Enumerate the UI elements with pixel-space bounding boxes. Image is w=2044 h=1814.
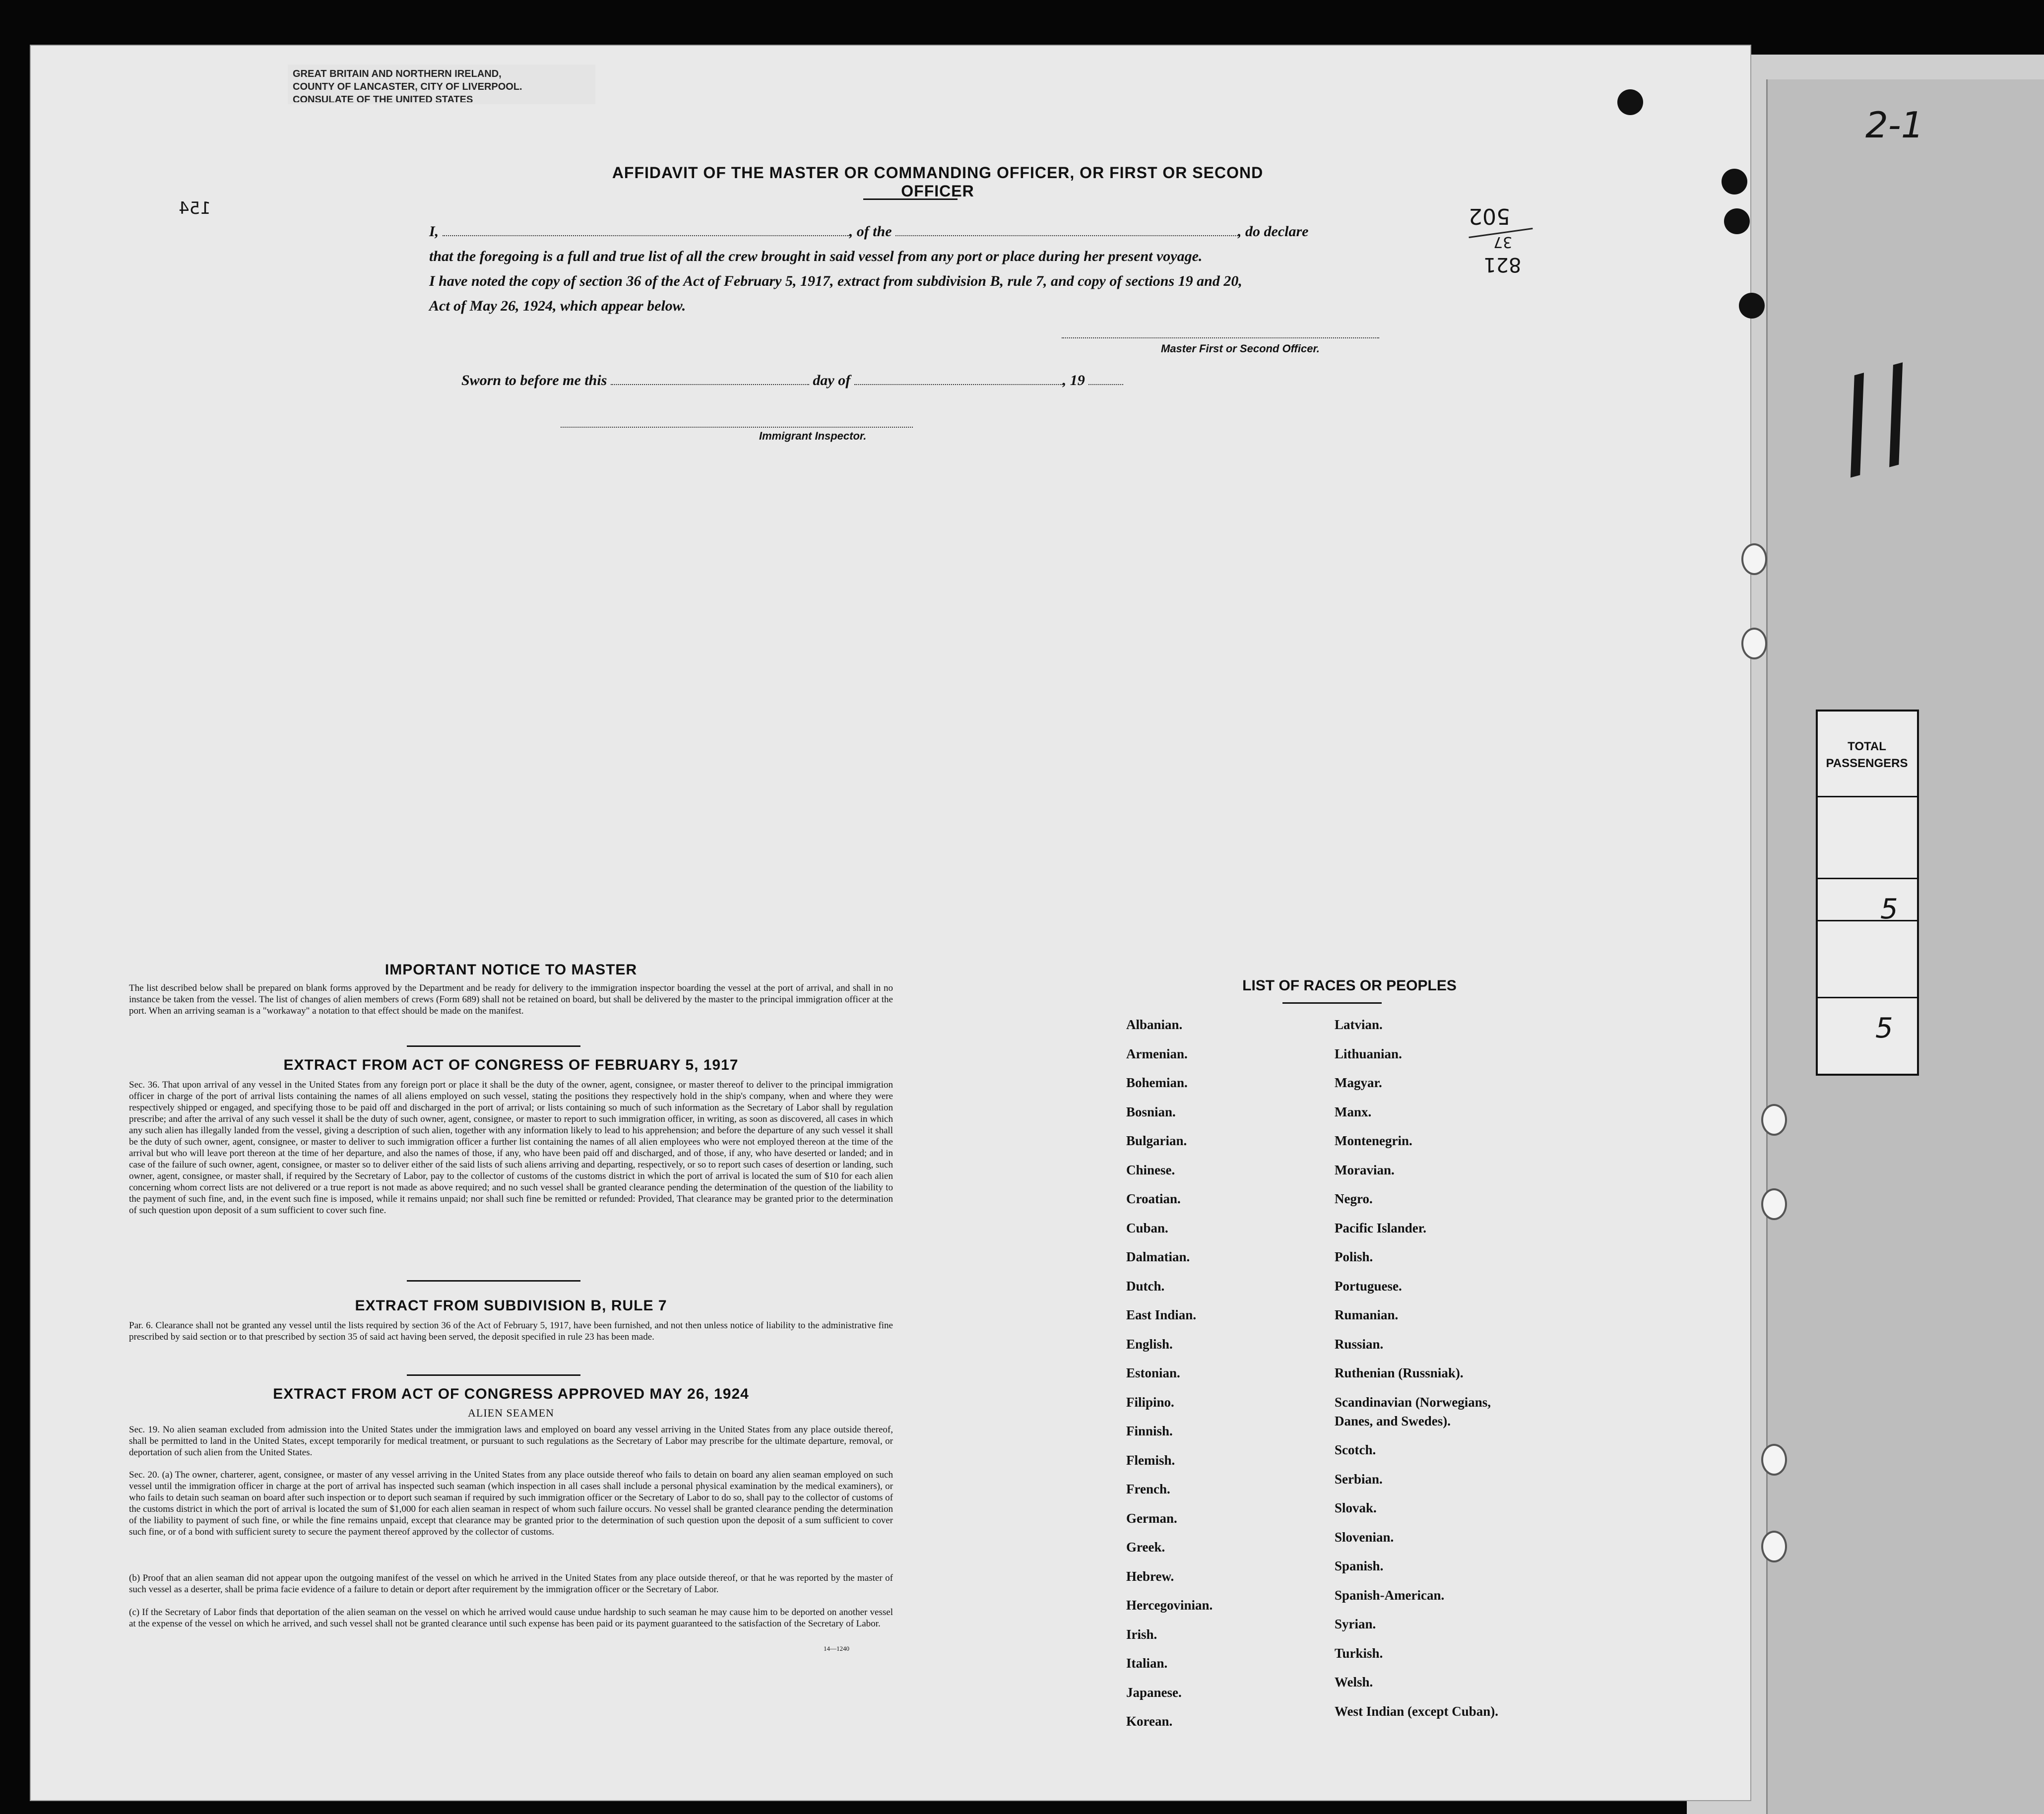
binder-hole-2 [1741, 628, 1767, 659]
race-item: English. [1126, 1336, 1173, 1352]
race-item: Croatian. [1126, 1191, 1181, 1206]
extract-1917-text: Sec. 36. That upon arrival of any vessel in the United States from any foreign port or place it shall be the duty of the owner, agent, consignee, or master thereof to deliver to the principal immigration officer in charge of the port of arrival lists containing the names of all aliens employed on such vessel, stating the positions they respectively hold in the ship's company, when and where they were respectively shipped or engaged, and specifying those to be paid off and discharged in the port of arrival; or lists containing so much of such information as the Secretary of Labor shall by regulation prescribe; and after the arrival of any such vessel it shall be the duty of such owner, agent, consignee, or master to report to such immigration officer, in writing, as soon as discovered, all cases in which any such alien has illegally landed from the vessel, giving a description of such alien, together with any information likely to lead to his apprehension; and before the departure of any such vessel it shall be the duty of such owner, agent, consignee, or master to deliver to such immigration officer a further list containing the names of all alien employees who were not employed thereon at the time of the arrival but who will leave port thereon at the time of her departure, and also the names of those, if any, who have been paid off and discharged, and of those, if any, who have deserted or landed; and in case of the failure of such owner, agent, consignee, or master so to deliver either of the said lists of such aliens arriving and departing, respectively, or so to report such cases of desertion or landing, such owner, agent, consignee, or master shall, if required by the Secretary of Labor, pay to the collector of customs of the customs district in which the port of arrival is located the sum of $10 for each alien concerning whom correct lists are not delivered or a true report is not made as above required; and no such vessel shall be granted clearance pending the determination of the question of the liability to the payment of such fine, and, in the event such fine is imposed, while it remains unpaid; nor shall such fine be remitted or refunded: Provided, That clearance may be granted prior to the determination of such question upon deposit of a sum sufficient to cover such fine. [129, 1080, 893, 1216]
race-item: Slovenian. [1335, 1529, 1394, 1545]
race-item: Filipino. [1126, 1394, 1174, 1410]
race-item: French. [1126, 1482, 1170, 1496]
stamp-line-3: CONSULATE OF THE UNITED STATES [293, 94, 473, 102]
race-item: Dalmatian. [1126, 1249, 1190, 1264]
race-item: Turkish. [1335, 1645, 1383, 1661]
race-item: Bohemian. [1126, 1075, 1188, 1090]
master-signature-line[interactable] [1062, 337, 1379, 338]
race-item: Irish. [1126, 1626, 1157, 1642]
race-item: Flemish. [1126, 1452, 1175, 1468]
handwritten-slash-mark: // [1819, 339, 1933, 495]
binder-hole-6 [1761, 1531, 1787, 1562]
race-item: Welsh. [1335, 1675, 1373, 1690]
tp-row-rule-3 [1818, 920, 1917, 921]
total-passengers-value-1: 5 [1880, 893, 1898, 925]
race-item: Chinese. [1126, 1162, 1175, 1177]
race-item: German. [1126, 1510, 1177, 1526]
rule7-text: Par. 6. Clearance shall not be granted any vessel until the lists required by section 36 of the Act of February 5, 1917, have been furnished, and not then unless notice of liability to the administrative fine prescribed by said section or to that prescribed by section 35 of said act having been served, the deposit specified in rule 23 has been made. [129, 1320, 893, 1342]
handwritten-mark-1: 502 [1469, 203, 1510, 229]
affidavit-title: AFFIDAVIT OF THE MASTER OR COMMANDING OFFICER, OR FIRST OR SECOND OFFICER [612, 164, 1264, 200]
race-item: Cuban. [1126, 1220, 1168, 1235]
handwritten-mark-2: 37 [1493, 233, 1513, 251]
race-item: Polish. [1335, 1249, 1373, 1264]
extract-1924-title: EXTRACT FROM ACT OF CONGRESS APPROVED MAY 26, 1924 [273, 1386, 749, 1402]
races-list-title: LIST OF RACES OR PEOPLES [1242, 977, 1457, 994]
affidavit-line-2: that the foregoing is a full and true list of all the crew brought in said vessel from any port or place during her present voyage. [429, 248, 1203, 264]
sworn-month-field[interactable] [854, 384, 1063, 385]
race-item: Danes, and Swedes). [1335, 1413, 1451, 1428]
rule7-rule [407, 1374, 580, 1376]
race-item: Scandinavian (Norwegians, [1335, 1394, 1491, 1410]
race-item: Rumanian. [1335, 1307, 1399, 1322]
form-number: 14—1240 [824, 1645, 849, 1652]
race-item: Portuguese. [1335, 1278, 1402, 1294]
notice-rule [407, 1045, 580, 1047]
stamp-line-1: GREAT BRITAIN AND NORTHERN IRELAND, [293, 68, 502, 79]
race-item: Hercegovinian. [1126, 1598, 1213, 1613]
alien-seamen-subtitle: ALIEN SEAMEN [468, 1407, 554, 1419]
affidavit-line-3: I have noted the copy of section 36 of the Act of February 5, 1917, extract from subdivision B, rule 7, and copy of sections 19 and 20, [429, 273, 1242, 289]
vessel-name-field[interactable] [895, 235, 1238, 236]
tp-row-rule-1 [1818, 796, 1917, 797]
races-rule [1282, 1002, 1382, 1004]
affidavit-line-1: I, , of the , do declare [429, 223, 1309, 240]
race-item: Estonian. [1126, 1365, 1180, 1380]
race-item: Lithuanian. [1335, 1046, 1402, 1061]
inspector-signature-label: Immigrant Inspector. [759, 430, 867, 442]
corner-note: 2-1 [1865, 104, 1924, 146]
race-item: Syrian. [1335, 1617, 1376, 1632]
race-item: Magyar. [1335, 1075, 1382, 1090]
race-item: Latvian. [1335, 1017, 1383, 1032]
race-item: Pacific Islander. [1335, 1220, 1426, 1235]
handwritten-mark-3: 821 [1483, 253, 1522, 276]
tp-row-rule-4 [1818, 997, 1917, 998]
race-item: Montenegrin. [1335, 1133, 1412, 1148]
consulate-stamp [288, 65, 595, 104]
race-item: Russian. [1335, 1336, 1384, 1352]
race-item: West Indian (except Cuban). [1335, 1703, 1499, 1719]
race-item: Bosnian. [1126, 1104, 1176, 1119]
notice-title: IMPORTANT NOTICE TO MASTER [384, 962, 638, 978]
sec-20a-text: Sec. 20. (a) The owner, charterer, agent, consignee, or master of any vessel arriving in the United States from any place outside thereof who fails to detain on board any alien seaman employed on such vessel until the immigration officer in charge at the port of arrival has inspected such seaman (which inspection in all cases shall include a personal physical examination by the medical examiners), or who fails to detain such seaman on board after such inspection or to deport such seaman if required by such immigration officer or the Secretary of Labor to do so, shall pay to the collector of customs of the customs district in which the port of arrival is located the sum of $1,000 for each alien seaman in respect of whom such failure occurs. No vessel shall be granted clearance pending the determination of the liability to payment of such fine, or while the fine remains unpaid, except that clearance may be granted prior to the determination of such question upon the deposit of a sum sufficient to cover such fine, or of a bond with sufficient surety to secure the payment thereof approved by the collector of customs. [129, 1470, 893, 1537]
declarant-name-field[interactable] [443, 235, 849, 236]
race-item: Serbian. [1335, 1471, 1383, 1487]
total-passengers-value-2: 5 [1875, 1012, 1893, 1044]
sworn-day-field[interactable] [611, 384, 809, 385]
sec-19-text: Sec. 19. No alien seaman excluded from admission into the United States under the immigration laws and employed on board any vessel arriving in the United States from any place outside thereof, shall be permitted to land in the United States, except temporarily for medical treatment, or pursuant to such regulations as the Secretary of Labor may prescribe for the ultimate departure, removal, or deportation of such alien from the United States. [129, 1425, 893, 1458]
binder-hole-1 [1741, 543, 1767, 575]
sworn-year-field[interactable] [1088, 384, 1123, 385]
race-item: Armenian. [1126, 1046, 1188, 1061]
inspector-signature-line[interactable] [561, 427, 913, 428]
race-item: Spanish-American. [1335, 1587, 1445, 1603]
binder-hole-4 [1761, 1188, 1787, 1220]
page-number: 154 [179, 198, 211, 218]
race-item: Hebrew. [1126, 1568, 1174, 1584]
race-item: Albanian. [1126, 1017, 1183, 1032]
race-item: East Indian. [1126, 1307, 1197, 1322]
race-item: Negro. [1335, 1191, 1373, 1206]
race-item: Manx. [1335, 1104, 1372, 1119]
punch-hole-3 [1724, 208, 1750, 234]
race-item: Italian. [1126, 1656, 1168, 1671]
total-passengers-title: TOTAL PASSENGERS [1826, 740, 1908, 770]
punch-hole-2 [1722, 169, 1747, 194]
binder-hole-3 [1761, 1104, 1787, 1136]
sec-20c-text: (c) If the Secretary of Labor finds that deportation of the alien seaman on the vessel on which he arrived would cause undue hardship to such seaman he may cause him to be deported on another vessel at the expense of the vessel on which he arrived, and such vessel shall not be granted clearance until such expense has been paid or its payment guaranteed to the satisfaction of the Secretary of Labor. [129, 1607, 893, 1629]
race-item: Greek. [1126, 1540, 1165, 1555]
punch-hole-4 [1739, 293, 1765, 319]
race-item: Korean. [1126, 1714, 1173, 1729]
rule7-title: EXTRACT FROM SUBDIVISION B, RULE 7 [355, 1297, 667, 1314]
sec-20b-text: (b) Proof that an alien seaman did not appear upon the outgoing manifest of the vessel on which he arrived in the United States from any place outside thereof, or that he was reported by the master of such vessel as a deserter, shall be prima facie evidence of a failure to detain or deport after requirement by the immigration officer or the Secretary of Labor. [129, 1573, 893, 1595]
punch-hole-1 [1617, 89, 1643, 115]
affidavit-sheet [30, 45, 1751, 1801]
race-item: Spanish. [1335, 1558, 1384, 1574]
master-signature-label: Master First or Second Officer. [1161, 342, 1320, 355]
sworn-line: Sworn to before me this day of , 19 [461, 372, 1123, 389]
stamp-line-2: COUNTY OF LANCASTER, CITY OF LIVERPOOL. [293, 81, 522, 92]
title-rule [863, 198, 958, 200]
race-item: Bulgarian. [1126, 1133, 1187, 1148]
race-item: Slovak. [1335, 1500, 1377, 1516]
extract-1917-rule [407, 1280, 580, 1282]
extract-1917-title: EXTRACT FROM ACT OF CONGRESS OF FEBRUARY 5, 1917 [283, 1057, 739, 1073]
tp-row-rule-2 [1818, 878, 1917, 879]
race-item: Finnish. [1126, 1424, 1173, 1438]
race-item: Moravian. [1335, 1162, 1395, 1177]
notice-text: The list described below shall be prepared on blank forms approved by the Department and be ready for delivery to the immigration inspector boarding the vessel at the port of arrival, and shall in no instance be taken from the vessel. The list of changes of alien members of crews (Form 689) shall not be retained on board, but shall be delivered by the master to the principal immigration officer at the port. When an arriving seaman is a "workaway" a notation to that effect should be made on the manifest. [129, 983, 893, 1016]
race-item: Dutch. [1126, 1278, 1165, 1294]
race-item: Scotch. [1335, 1442, 1376, 1458]
affidavit-line-4: Act of May 26, 1924, which appear below. [429, 298, 686, 314]
binder-hole-5 [1761, 1444, 1787, 1476]
race-item: Japanese. [1126, 1684, 1182, 1700]
race-item: Ruthenian (Russniak). [1335, 1365, 1464, 1380]
